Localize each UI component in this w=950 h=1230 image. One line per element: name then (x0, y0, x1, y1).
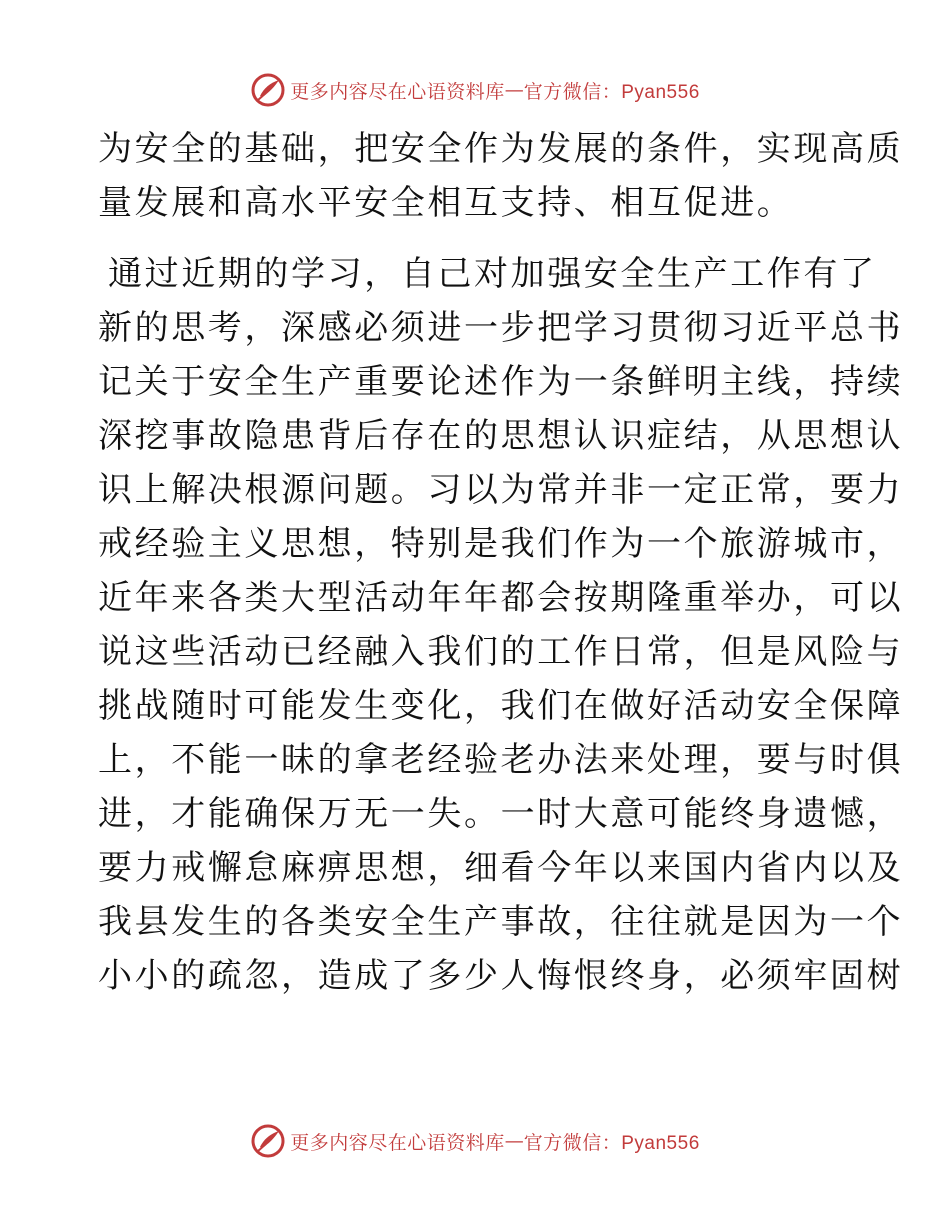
watermark-text: 更多内容尽在心语资料库 (290, 1131, 505, 1154)
text-line: 量发展和高水平安全相互支持、相互促进。 (98, 183, 794, 223)
footer-watermark (0, 1121, 950, 1161)
text-line: 说这些活动已经融入我们的工作日常，但是风险与 (98, 632, 904, 672)
text-line: 小小的疏忽，造成了多少人悔恨终身，必须牢固树 (98, 956, 904, 996)
text-line: 挑战随时可能发生变化，我们在做好活动安全保障 (98, 686, 904, 726)
paragraph-2 (98, 247, 904, 1003)
text-line: 新的思考，深感必须进一步把学习贯彻习近平总书 (98, 308, 904, 348)
text-line: 要力戒懈怠麻痹思想，细看今年以来国内省内以及 (98, 848, 904, 888)
watermark-wechat: 官方微信：Pyan556 (523, 1132, 700, 1154)
watermark-separator: — (504, 79, 524, 101)
quill-logo-icon (250, 1123, 286, 1159)
watermark-separator: — (504, 1130, 524, 1152)
text-line: 戒经验主义思想，特别是我们作为一个旅游城市， (98, 524, 904, 564)
text-line: 我县发生的各类安全生产事故，往往就是因为一个 (98, 902, 904, 942)
text-line: 识上解决根源问题。习以为常并非一定正常，要力 (98, 470, 904, 510)
text-line: 深挖事故隐患背后存在的思想认识症结，从思想认 (98, 416, 904, 456)
paragraph-1 (98, 122, 904, 230)
text-line: 记关于安全生产重要论述作为一条鲜明主线，持续 (98, 362, 904, 402)
document-body (98, 122, 904, 1003)
watermark-wechat: 官方微信：Pyan556 (523, 81, 700, 103)
text-line: 进，才能确保万无一失。一时大意可能终身遗憾， (98, 794, 904, 834)
quill-logo-icon (250, 72, 286, 108)
watermark-text: 更多内容尽在心语资料库 (290, 80, 505, 103)
text-line: 通过近期的学习，自己对加强安全生产工作有了 (108, 254, 877, 294)
header-watermark (0, 70, 950, 110)
text-line: 为安全的基础，把安全作为发展的条件，实现高质 (98, 129, 904, 169)
text-line: 上，不能一昧的拿老经验老办法来处理，要与时俱 (98, 740, 904, 780)
text-line: 近年来各类大型活动年年都会按期隆重举办，可以 (98, 578, 904, 618)
